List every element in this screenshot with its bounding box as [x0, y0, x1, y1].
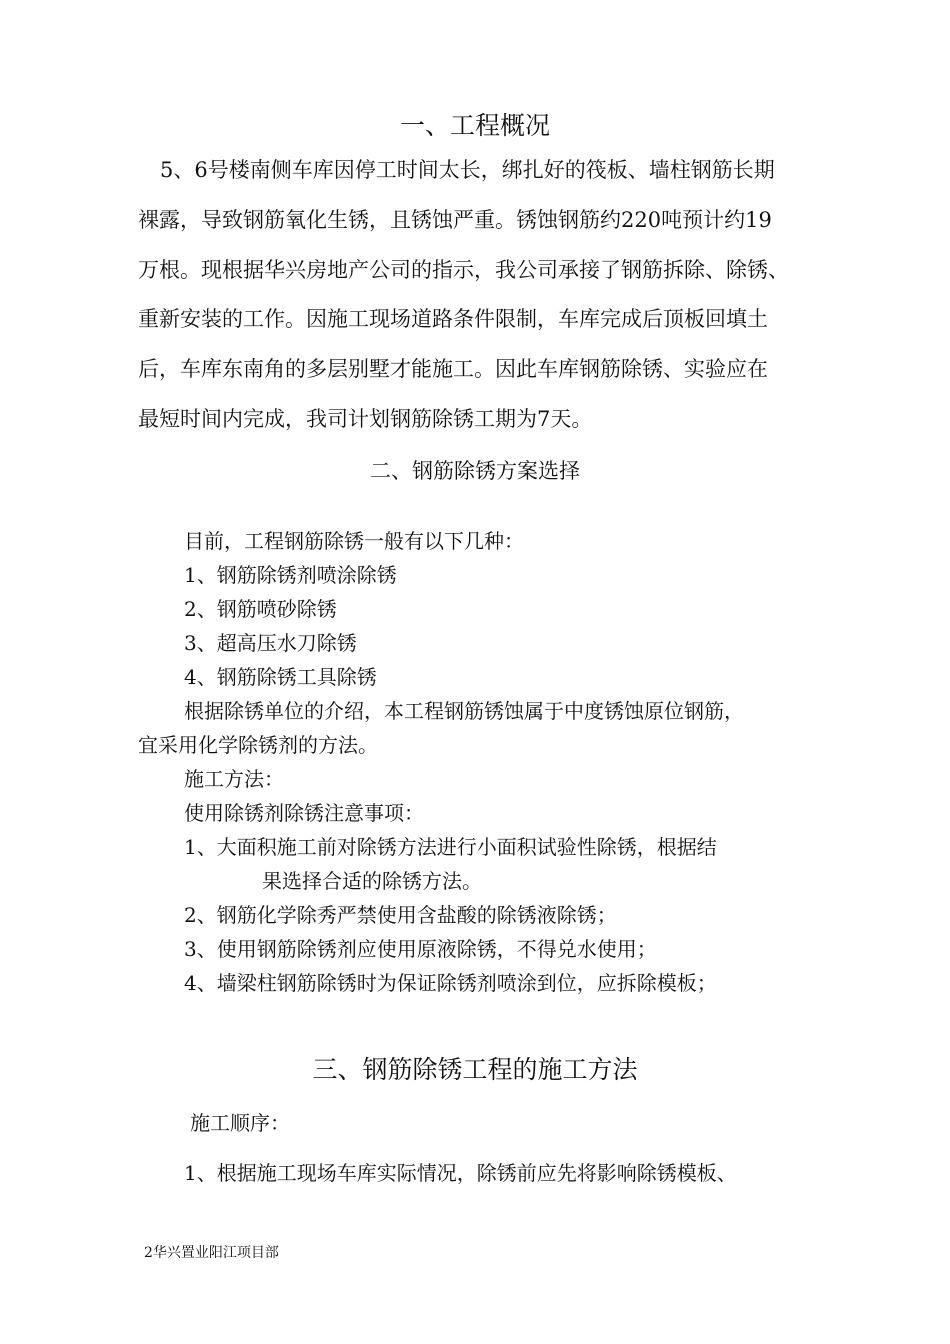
step-item: 1、根据施工现场车库实际情况，除锈前应先将影响除锈模板、 [184, 1161, 737, 1185]
notes-label: 使用除锈剂除锈注意事项： [184, 801, 424, 825]
method-item: 2、钢筋喷砂除锈 [184, 597, 337, 621]
section-1-line: 后，车库东南角的多层别墅才能施工。因此车库钢筋除锈、实验应在 [138, 357, 768, 381]
method-item: 4、钢筋除锈工具除锈 [184, 665, 377, 689]
section-1-line: 万根。现根据华兴房地产公司的指示，我公司承接了钢筋拆除、除锈、 [138, 258, 789, 282]
note-item: 2、钢筋化学除秀严禁使用含盐酸的除锈液除锈； [184, 903, 617, 927]
note-item: 4、墙梁柱钢筋除锈时为保证除锈剂喷涂到位，应拆除模板； [184, 971, 717, 995]
method-label: 施工方法： [184, 767, 284, 791]
note-item: 果选择合适的除锈方法。 [262, 869, 482, 893]
section-1-line: 最短时间内完成，我司计划钢筋除锈工期为7天。 [138, 407, 593, 431]
section-1-line: 裸露，导致钢筋氧化生锈，且锈蚀严重。锈蚀钢筋约220吨预计约19 [138, 208, 772, 232]
note-item: 3、使用钢筋除锈剂应使用原液除锈，不得兑水使用； [184, 937, 657, 961]
page-footer: 2华兴置业阳江项目部 [144, 1245, 279, 1261]
choice-text: 根据除锈单位的介绍，本工程钢筋锈蚀属于中度锈蚀原位钢筋， [184, 699, 744, 723]
section-2-title: 二、钢筋除锈方案选择 [370, 459, 580, 483]
choice-text: 宜采用化学除锈剂的方法。 [138, 733, 378, 757]
method-item: 3、超高压水刀除锈 [184, 631, 357, 655]
section-1-line: 5、6号楼南侧车库因停工时间太长，绑扎好的筏板、墙柱钢筋长期 [160, 158, 775, 182]
note-item: 1、大面积施工前对除锈方法进行小面积试验性除锈，根据结 [184, 835, 717, 859]
section-1-line: 重新安装的工作。因施工现场道路条件限制，车库完成后顶板回填土 [138, 307, 768, 331]
section-3-title: 三、钢筋除锈工程的施工方法 [312, 1055, 638, 1084]
method-item: 1、钢筋除锈剂喷涂除锈 [184, 563, 397, 587]
order-label: 施工顺序： [190, 1111, 290, 1135]
section-1-title: 一、工程概况 [399, 111, 550, 140]
methods-intro: 目前，工程钢筋除锈一般有以下几种： [184, 529, 524, 553]
